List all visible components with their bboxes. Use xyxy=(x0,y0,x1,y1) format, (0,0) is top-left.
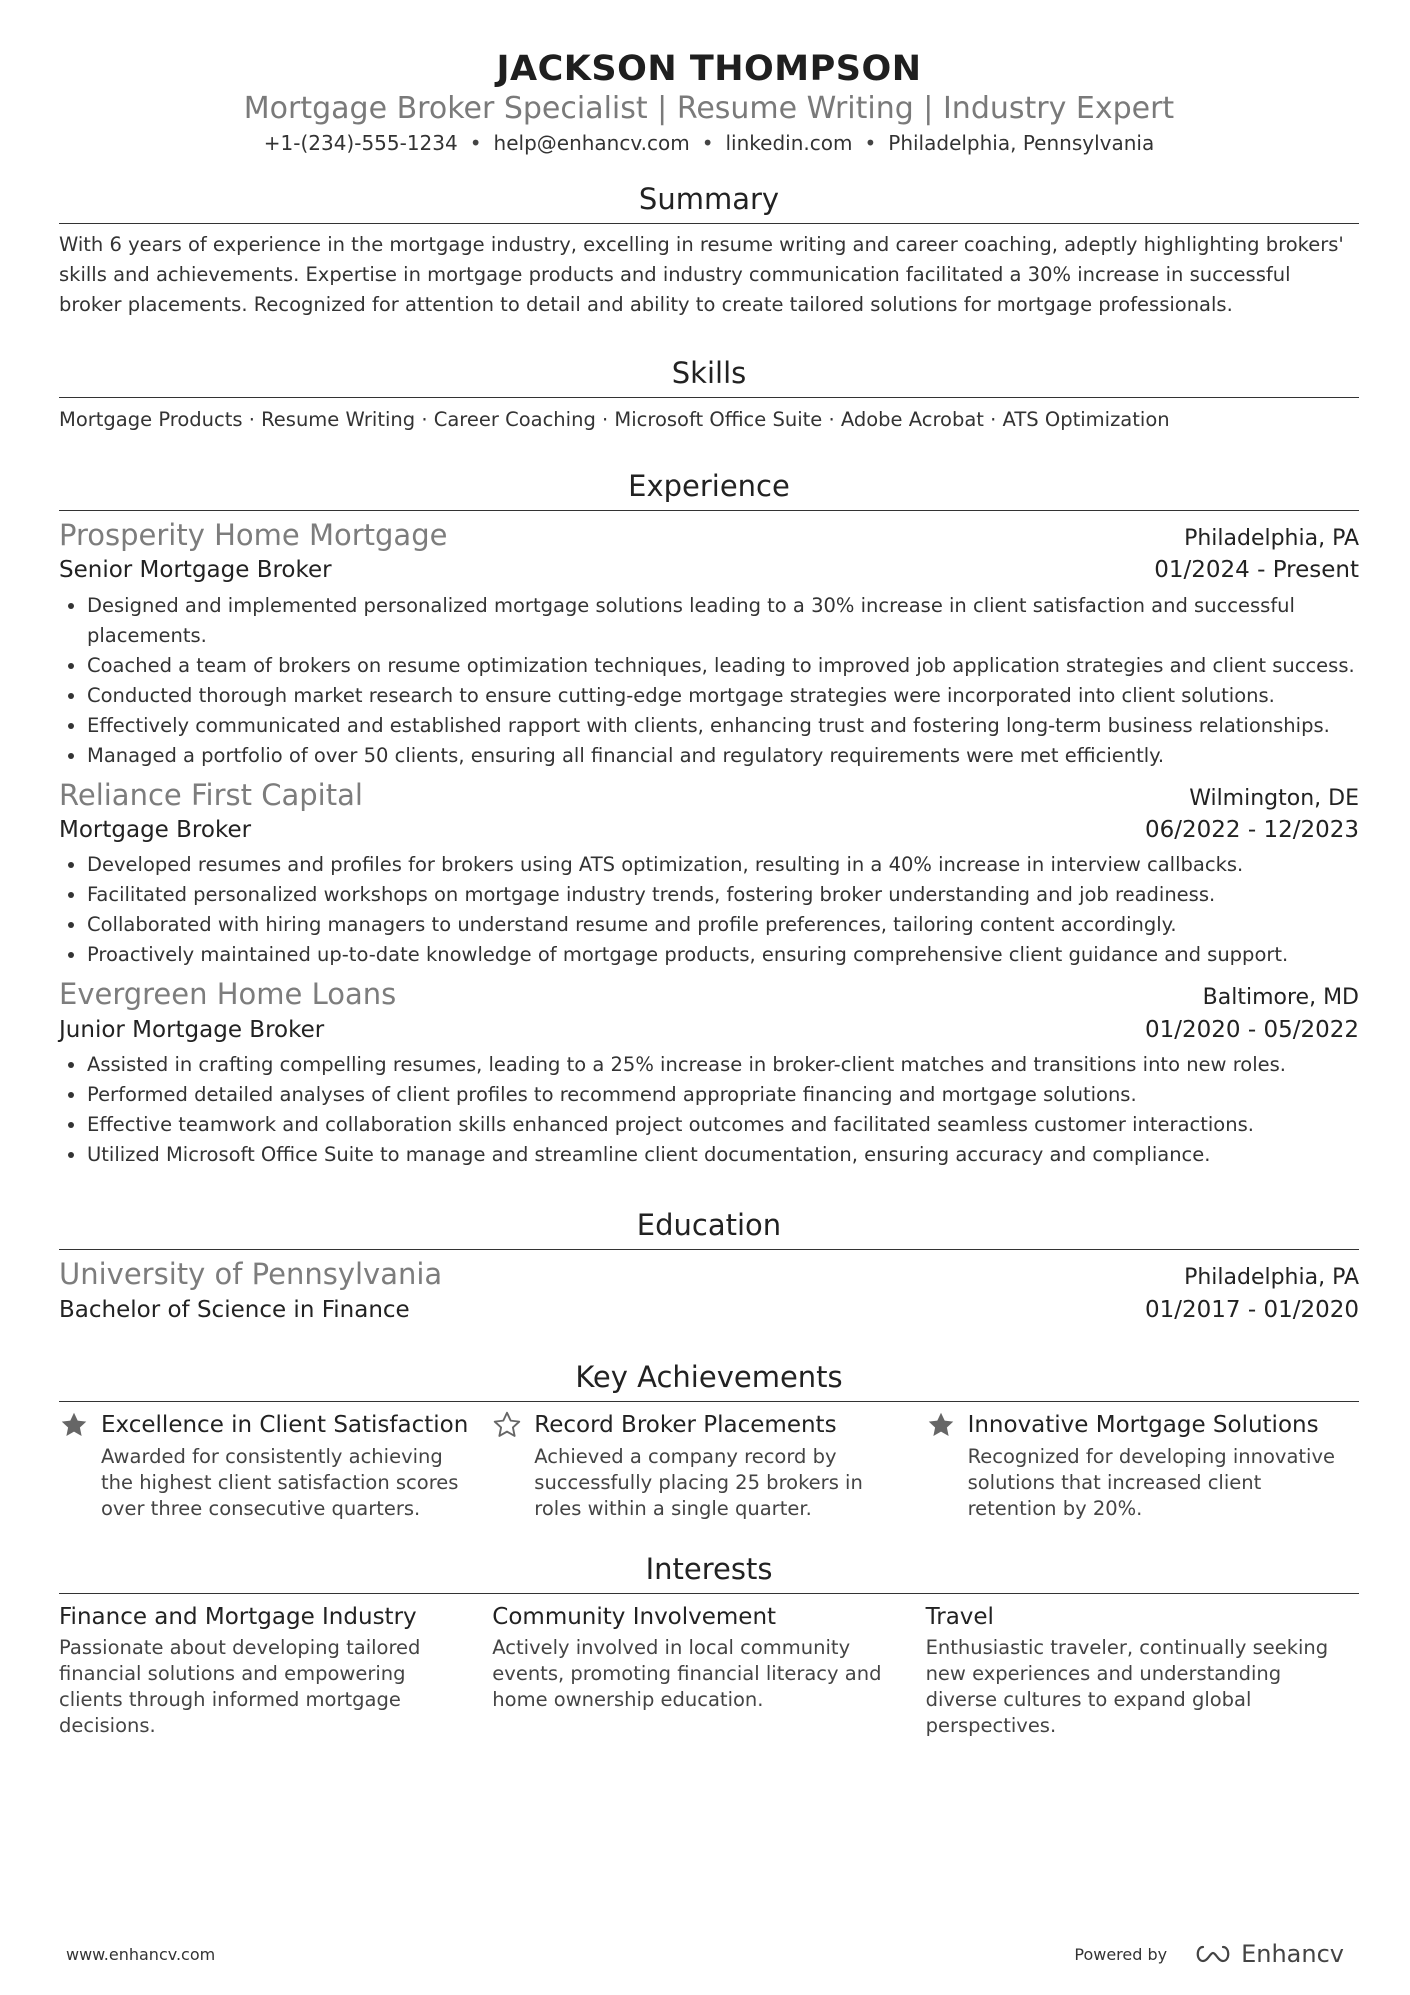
footer-website-link[interactable]: www.enhancv.com xyxy=(66,1944,216,1964)
job-location: Wilmington, DE xyxy=(1189,785,1359,811)
education-entry xyxy=(59,1256,1359,1326)
school-name: University of Pennsylvania xyxy=(59,1257,443,1292)
achievements-section xyxy=(59,1360,1359,1522)
interest-item xyxy=(59,1602,492,1739)
achievement-desc: Awarded for consistently achieving the highest client satisfaction scores over three consecutive quarters. xyxy=(101,1444,459,1520)
job-bullet: • Assisted in crafting compelling resumes, leading to a 25% increase in broker-client matches and transitions into new roles. xyxy=(87,1050,1359,1080)
achievement-title: Innovative Mortgage Solutions xyxy=(967,1411,1319,1438)
skills-list: Mortgage Products · Resume Writing · Career Coaching · Microsoft Office Suite · Adobe Acrobat · ATS Optimization xyxy=(59,407,1170,431)
page-footer xyxy=(66,1940,1344,1968)
job-bullet: • Conducted thorough market research to ensure cutting-edge mortgage strategies were incorporated into client solutions. xyxy=(87,681,1359,711)
section-title-experience: Experience xyxy=(59,469,1359,511)
interest-title: Travel xyxy=(925,1603,994,1630)
experience-section xyxy=(59,469,1359,1170)
job-bullet: • Proactively maintained up-to-date knowledge of mortgage products, ensuring comprehensive client guidance and support. xyxy=(87,940,1359,970)
achievement-item xyxy=(926,1410,1359,1522)
skills-section xyxy=(59,356,1359,431)
achievement-title: Excellence in Client Satisfaction xyxy=(101,1411,469,1438)
interest-item xyxy=(926,1602,1359,1739)
interests-section xyxy=(59,1552,1359,1739)
interest-desc: Actively involved in local community events, promoting financial literacy and home ownership education. xyxy=(492,1635,882,1711)
separator-dot: • xyxy=(864,131,877,156)
resume-page xyxy=(59,40,1359,1739)
star-filled-icon xyxy=(59,1410,89,1440)
job-entry xyxy=(59,777,1359,971)
job-bullets xyxy=(59,850,1359,970)
powered-by xyxy=(1074,1940,1344,1968)
job-bullet: • Facilitated personalized workshops on mortgage industry trends, fostering broker understanding and job readiness. xyxy=(87,880,1359,910)
section-title-education: Education xyxy=(59,1208,1359,1250)
candidate-name: JACKSON THOMPSON xyxy=(496,49,922,89)
interest-desc: Enthusiastic traveler, continually seeking new experiences and understanding diverse cultures to expand global perspectives. xyxy=(925,1635,1329,1737)
star-outline-icon xyxy=(492,1410,522,1440)
job-bullet: • Developed resumes and profiles for brokers using ATS optimization, resulting in a 40% increase in interview callbacks. xyxy=(87,850,1359,880)
job-bullet: • Collaborated with hiring managers to understand resume and profile preferences, tailoring content accordingly. xyxy=(87,910,1359,940)
section-title-achievements: Key Achievements xyxy=(59,1360,1359,1402)
email-link[interactable]: help@enhancv.com xyxy=(493,131,690,156)
section-title-interests: Interests xyxy=(59,1552,1359,1594)
separator-dot: • xyxy=(701,131,714,156)
job-bullet: • Managed a portfolio of over 50 clients, ensuring all financial and regulatory requirements were met efficiently. xyxy=(87,741,1359,771)
job-entry xyxy=(59,517,1359,771)
section-title-summary: Summary xyxy=(59,182,1359,224)
job-bullets xyxy=(59,1050,1359,1170)
interest-desc: Passionate about developing tailored financial solutions and empowering clients through informed mortgage decisions. xyxy=(59,1635,421,1737)
job-bullets xyxy=(59,591,1359,771)
summary-text: With 6 years of experience in the mortgage industry, excelling in resume writing and career coaching, adeptly highlighting brokers' skills and achievements. Expertise in mortgage products and industry communication facilitated a 30% increase in successful broker placements. Recognized for attention to detail and ability to create tailored solutions for mortgage professionals. xyxy=(59,233,1344,317)
enhancv-logo[interactable] xyxy=(1193,1940,1344,1968)
section-title-skills: Skills xyxy=(59,356,1359,398)
star-filled-icon xyxy=(926,1410,956,1440)
job-location: Philadelphia, PA xyxy=(1184,525,1359,551)
powered-by-label: Powered by xyxy=(1074,1944,1168,1964)
achievement-desc: Recognized for developing innovative solutions that increased client retention by 20%. xyxy=(967,1444,1336,1520)
separator-dot: • xyxy=(469,131,482,156)
resume-header xyxy=(59,48,1359,156)
job-dates: 01/2024 - Present xyxy=(1154,557,1359,584)
achievement-item xyxy=(59,1410,492,1522)
location: Philadelphia, Pennsylvania xyxy=(888,131,1155,156)
interest-title: Finance and Mortgage Industry xyxy=(59,1603,417,1630)
job-bullet: • Performed detailed analyses of client profiles to recommend appropriate financing and mortgage solutions. xyxy=(87,1080,1359,1110)
linkedin-link[interactable]: linkedin.com xyxy=(725,131,853,156)
interest-item xyxy=(492,1602,925,1739)
achievements-grid xyxy=(59,1410,1359,1522)
job-bullet: • Designed and implemented personalized mortgage solutions leading to a 30% increase in client satisfaction and successful placements. xyxy=(87,591,1359,651)
interest-title: Community Involvement xyxy=(492,1603,777,1630)
job-company: Reliance First Capital xyxy=(59,777,363,812)
job-company: Evergreen Home Loans xyxy=(59,977,397,1012)
candidate-tagline: Mortgage Broker Specialist | Resume Writing | Industry Expert xyxy=(243,90,1175,126)
enhancv-logo-icon xyxy=(1193,1943,1233,1965)
brand-name: Enhancv xyxy=(1241,1940,1344,1968)
degree: Bachelor of Science in Finance xyxy=(59,1296,410,1323)
education-section xyxy=(59,1208,1359,1326)
job-bullet: • Effectively communicated and established rapport with clients, enhancing trust and fostering long-term business relationships. xyxy=(87,711,1359,741)
job-dates: 06/2022 - 12/2023 xyxy=(1144,817,1359,844)
job-role: Senior Mortgage Broker xyxy=(59,557,332,584)
phone: +1-(234)-555-1234 xyxy=(263,131,458,156)
job-bullet: • Effective teamwork and collaboration skills enhanced project outcomes and facilitated seamless customer interactions. xyxy=(87,1110,1359,1140)
job-role: Junior Mortgage Broker xyxy=(59,1017,325,1044)
interests-grid xyxy=(59,1602,1359,1739)
contact-line xyxy=(59,130,1359,156)
education-dates: 01/2017 - 01/2020 xyxy=(1144,1296,1359,1323)
achievement-item xyxy=(492,1410,925,1522)
job-location: Baltimore, MD xyxy=(1202,985,1359,1011)
job-dates: 01/2020 - 05/2022 xyxy=(1144,1017,1359,1044)
job-role: Mortgage Broker xyxy=(59,817,252,844)
achievement-desc: Achieved a company record by successfully placing 25 brokers in roles within a single quarter. xyxy=(534,1444,863,1520)
achievement-title: Record Broker Placements xyxy=(534,1411,837,1438)
school-location: Philadelphia, PA xyxy=(1184,1265,1359,1291)
job-bullet: • Coached a team of brokers on resume optimization techniques, leading to improved job application strategies and client success. xyxy=(87,651,1359,681)
job-bullet: • Utilized Microsoft Office Suite to manage and streamline client documentation, ensuring accuracy and compliance. xyxy=(87,1140,1359,1170)
job-company: Prosperity Home Mortgage xyxy=(59,517,448,552)
job-entry xyxy=(59,976,1359,1170)
summary-section xyxy=(59,182,1359,320)
